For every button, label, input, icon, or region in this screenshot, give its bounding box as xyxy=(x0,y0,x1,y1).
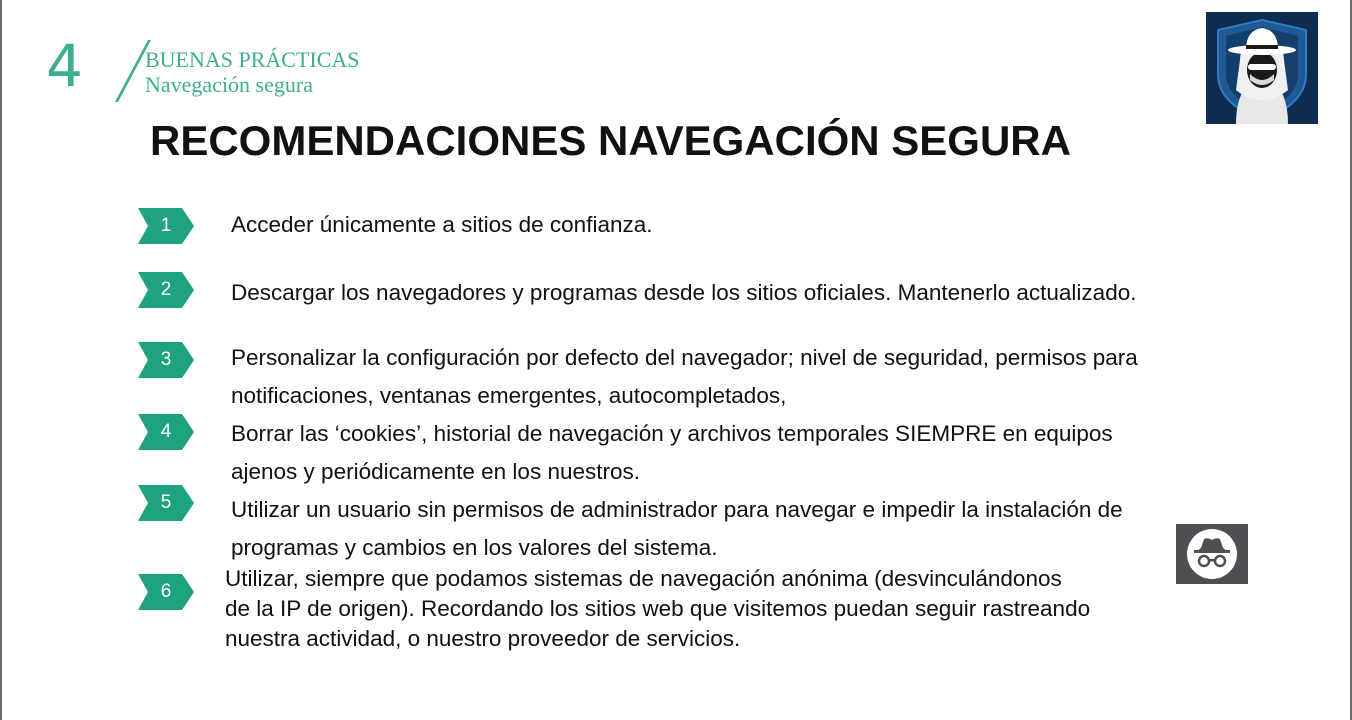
item-number-marker xyxy=(138,272,194,308)
recommendation-text xyxy=(231,206,653,244)
section-subtitle: Navegación segura xyxy=(145,72,313,97)
recommendation-line: ajenos y periódicamente en los nuestros. xyxy=(231,459,640,484)
recommendation-line: Utilizar, siempre que podamos sistemas de navegación anónima (desvinculándonos xyxy=(225,566,1062,591)
section-title: BUENAS PRÁCTICAS xyxy=(145,47,360,72)
item-number: 2 xyxy=(160,279,172,300)
recommendation-text xyxy=(225,564,1090,654)
recommendation-text xyxy=(231,339,1138,415)
item-number-marker xyxy=(138,574,194,610)
item-number-marker xyxy=(138,414,194,450)
item-number-marker xyxy=(138,342,194,378)
incognito-icon xyxy=(1176,524,1248,584)
recommendation-line: notificaciones, ventanas emergentes, autocompletados, xyxy=(231,383,787,408)
recommendation-text xyxy=(231,274,1136,312)
recommendation-line: nuestra actividad, o nuestro proveedor de servicios. xyxy=(225,626,741,651)
item-number: 5 xyxy=(160,492,172,513)
item-number-marker xyxy=(138,208,194,244)
left-border xyxy=(0,0,2,720)
section-number: 4 xyxy=(46,32,83,100)
recommendation-line: de la IP de origen). Recordando los sitios web que visitemos puedan seguir rastreando xyxy=(225,596,1091,621)
recommendation-text xyxy=(231,415,1113,491)
item-number: 6 xyxy=(160,581,172,602)
recommendation-line: Acceder únicamente a sitios de confianza. xyxy=(231,212,653,237)
recommendation-line: Personalizar la configuración por defecto del navegador; nivel de seguridad, permisos para xyxy=(231,345,1138,370)
recommendation-line: Borrar las ‘cookies’, historial de navegación y archivos temporales SIEMPRE en equipos xyxy=(231,421,1113,446)
item-number: 1 xyxy=(160,215,172,236)
item-number: 4 xyxy=(160,421,172,442)
hooded-hacker-icon xyxy=(1206,12,1318,124)
page-title: RECOMENDACIONES NAVEGACIÓN SEGURA xyxy=(150,117,1071,164)
item-number: 3 xyxy=(160,349,172,370)
recommendation-line: Utilizar un usuario sin permisos de administrador para navegar e impedir la instalación de xyxy=(231,497,1123,522)
recommendation-line: programas y cambios en los valores del sistema. xyxy=(231,535,718,560)
item-number-marker xyxy=(138,485,194,521)
recommendation-line: Descargar los navegadores y programas desde los sitios oficiales. Mantenerlo actualizado. xyxy=(231,280,1137,305)
recommendation-text xyxy=(231,491,1123,567)
